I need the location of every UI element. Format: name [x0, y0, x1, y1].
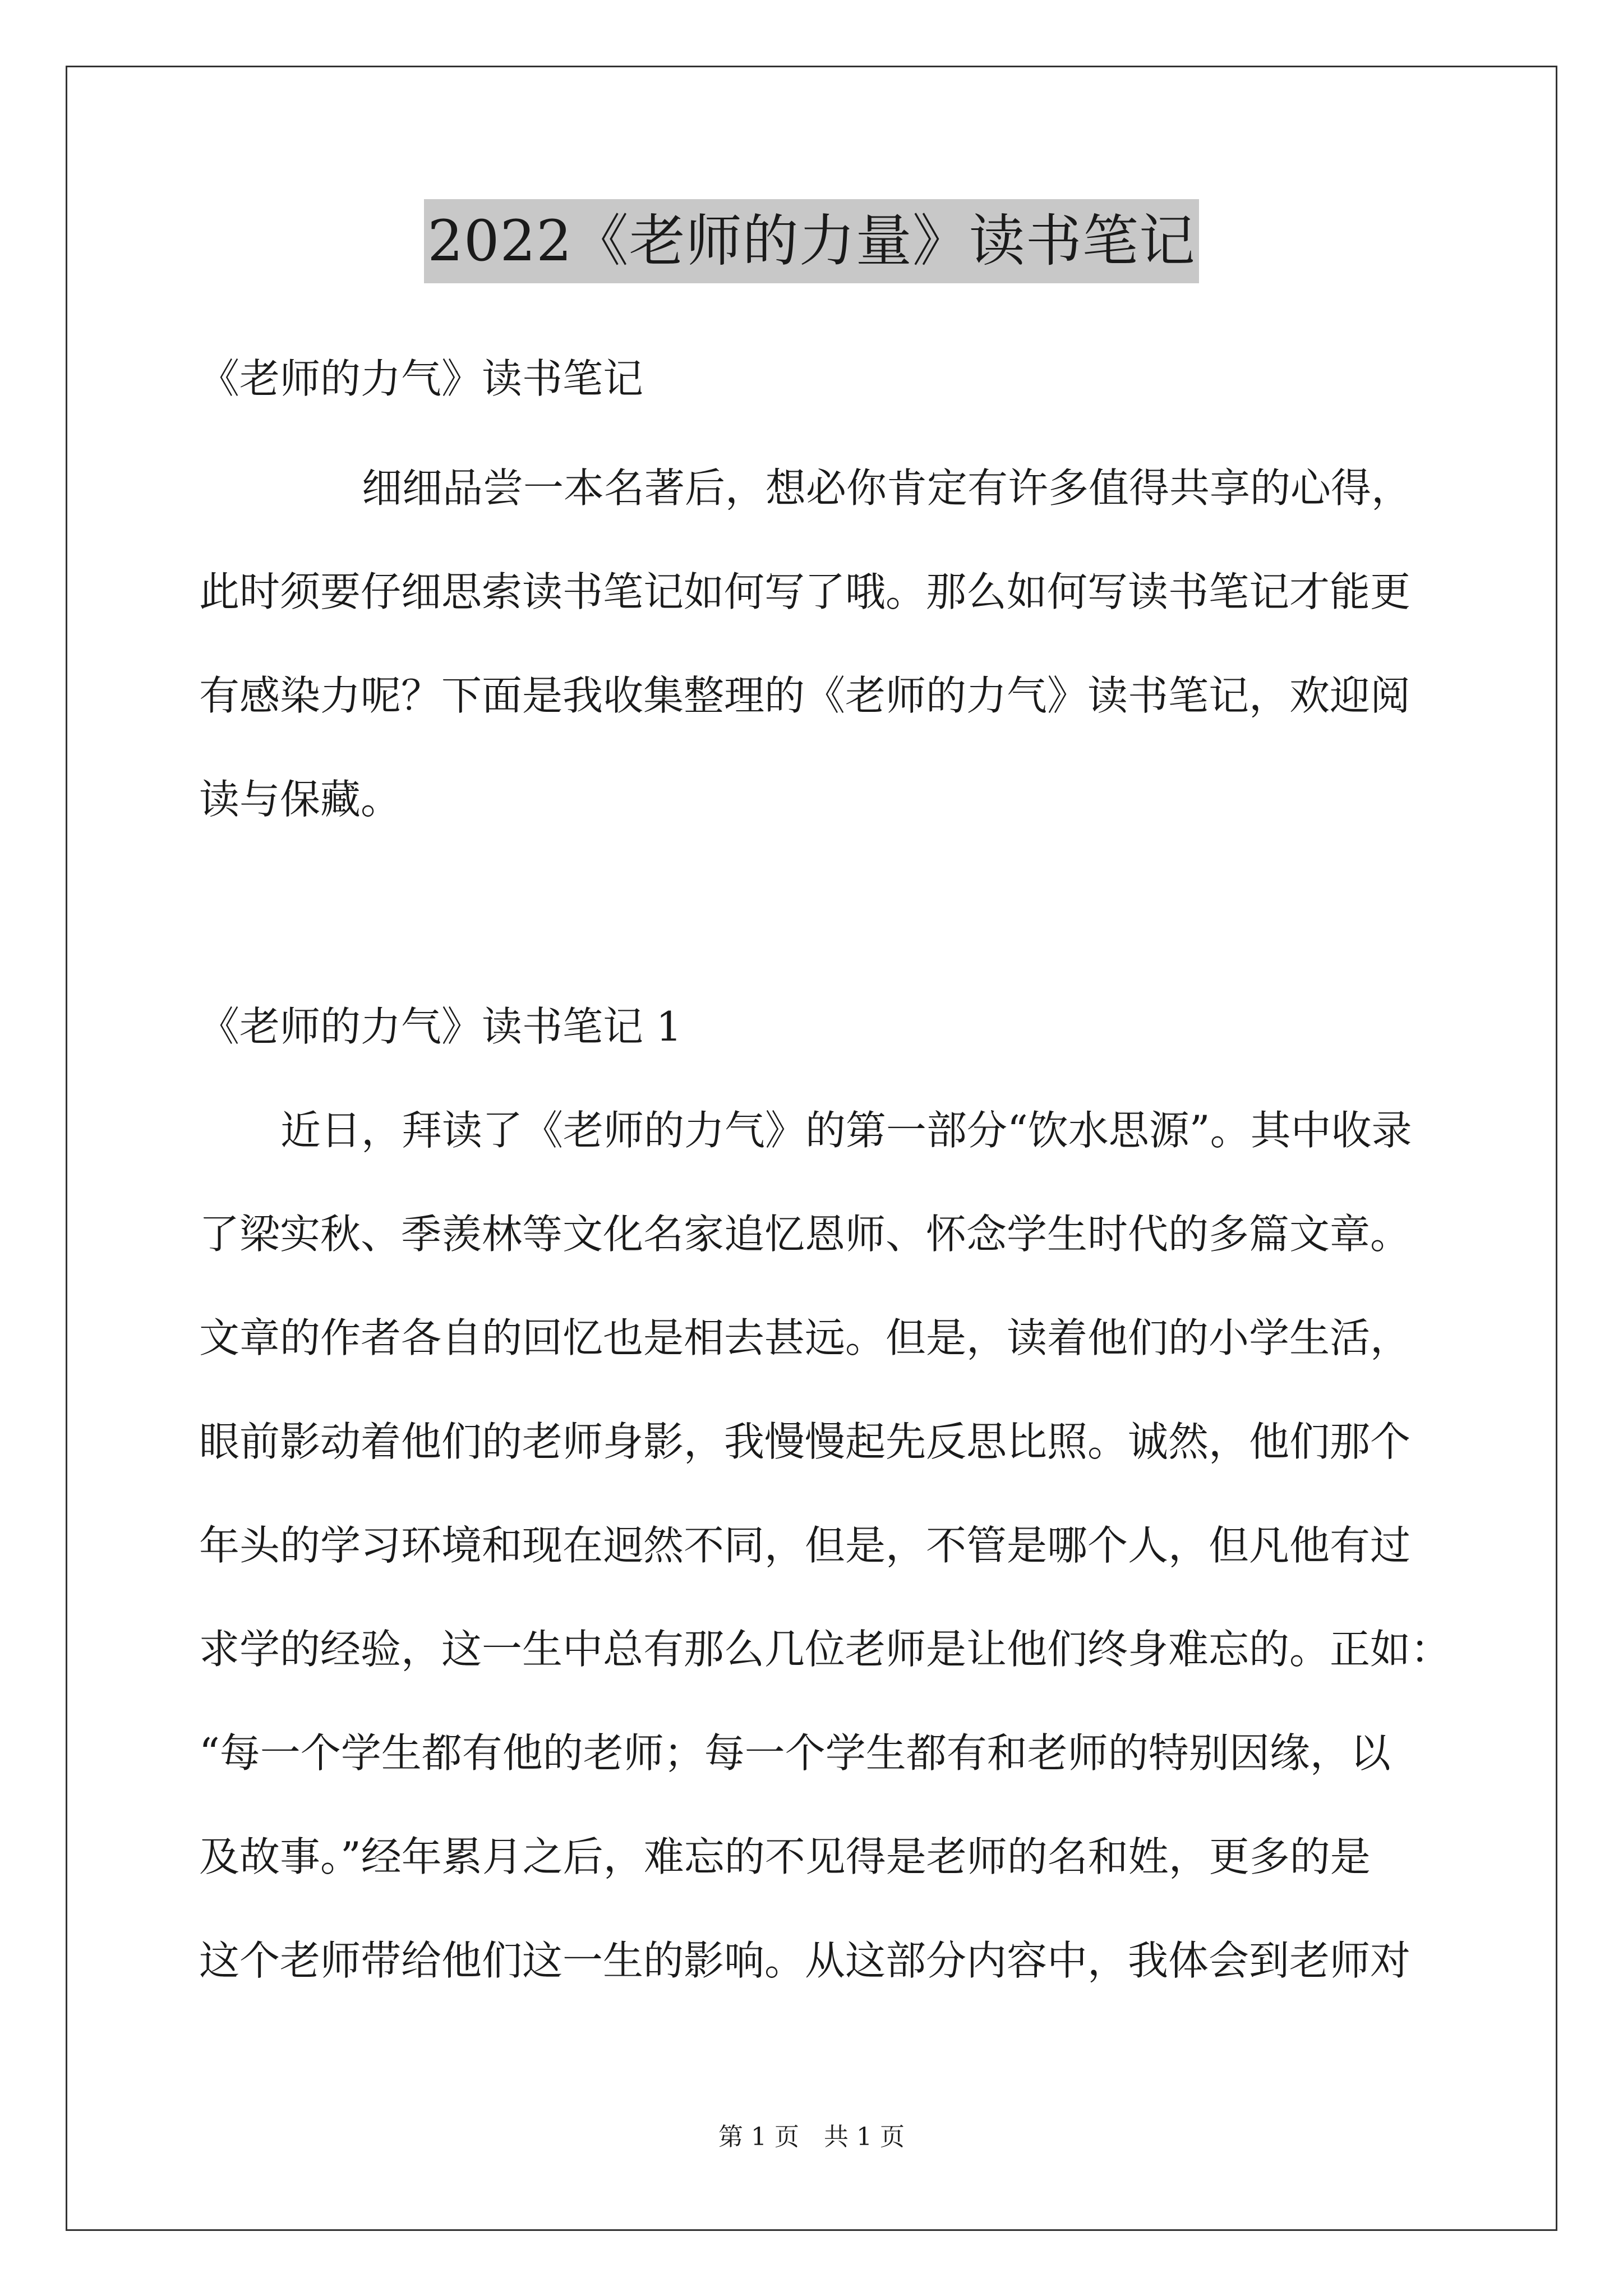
section-heading: 《老师的力气》读书笔记 1	[199, 1003, 682, 1050]
subtitle: 《老师的力气》读书笔记	[199, 355, 644, 402]
intro-line: 细细品尝一本名著后，想必你肯定有许多值得共享的心得，	[362, 464, 1412, 512]
body-line: “每一个学生都有他的老师；每一个学生都有和老师的特别因缘，以	[199, 1729, 1391, 1777]
document-title: 2022《老师的力量》读书笔记	[424, 199, 1199, 283]
body-line: 求学的经验，这一生中总有那么几位老师是让他们终身难忘的。正如：	[199, 1626, 1451, 1673]
body-line: 近日，拜读了《老师的力气》的第一部分“饮水思源”。其中收录	[280, 1107, 1412, 1154]
intro-line: 此时须要仔细思索读书笔记如何写了哦。那么如何写读书笔记才能更	[199, 568, 1411, 615]
body-line: 眼前影动着他们的老师身影，我慢慢起先反思比照。诚然，他们那个	[199, 1418, 1411, 1465]
intro-line: 有感染力呢？下面是我收集整理的《老师的力气》读书笔记，欢迎阅	[199, 672, 1411, 719]
page-footer: 第 1 页 共 1 页	[718, 2123, 905, 2151]
title-container	[0, 199, 1623, 283]
body-line: 这个老师带给他们这一生的影响。从这部分内容中，我体会到老师对	[199, 1937, 1411, 1984]
body-line: 文章的作者各自的回忆也是相去甚远。但是，读着他们的小学生活，	[199, 1314, 1411, 1361]
body-line: 及故事。”经年累月之后，难忘的不见得是老师的名和姓，更多的是	[199, 1833, 1371, 1880]
body-line: 年头的学习环境和现在迥然不同，但是，不管是哪个人，但凡他有过	[199, 1522, 1411, 1569]
body-line: 了梁实秋、季羡林等文化名家追忆恩师、怀念学生时代的多篇文章。	[199, 1211, 1411, 1258]
intro-line: 读与保藏。	[199, 776, 402, 823]
